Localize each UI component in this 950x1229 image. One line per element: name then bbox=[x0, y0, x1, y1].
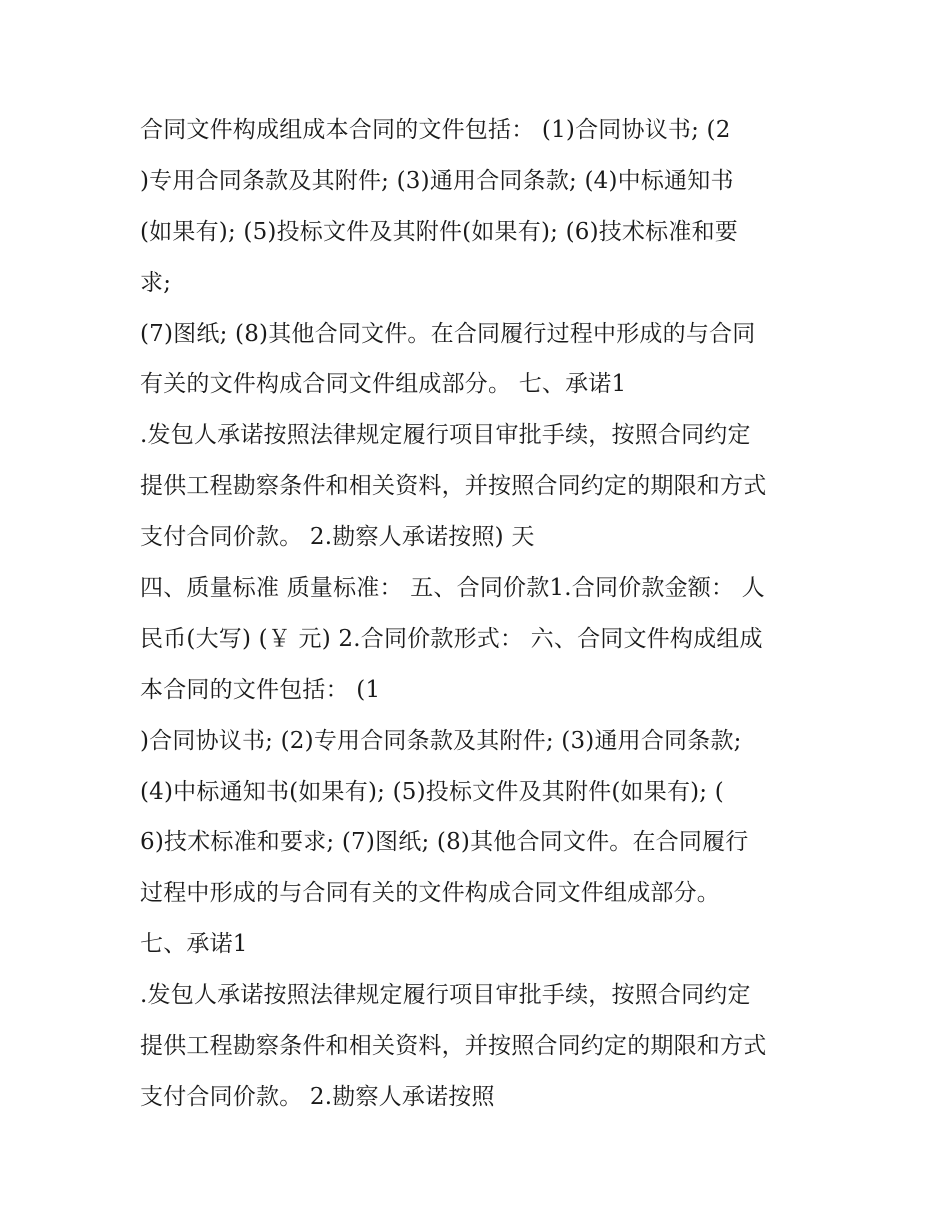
text-line: )专用合同条款及其附件; (3)通用合同条款; (4)中标通知书 bbox=[140, 167, 734, 194]
text-line: 提供工程勘察条件和相关资料，并按照合同约定的期限和方式 bbox=[140, 1033, 767, 1060]
text-line: 有关的文件构成合同文件组成部分。 七、承诺1 bbox=[140, 371, 627, 398]
text-line: 支付合同价款。 2.勘察人承诺按照 bbox=[140, 1083, 495, 1110]
text-line: (如果有); (5)投标文件及其附件(如果有); (6)技术标准和要 bbox=[140, 218, 738, 245]
text-line: (4)中标通知书(如果有); (5)投标文件及其附件(如果有); ( bbox=[140, 778, 724, 805]
text-line: 本合同的文件包括： (1 bbox=[140, 676, 381, 703]
text-line: 合同文件构成组成本合同的文件包括： (1)合同协议书; (2 bbox=[140, 117, 731, 143]
text-line: (7)图纸; (8)其他合同文件。在合同履行过程中形成的与合同 bbox=[140, 320, 756, 347]
document-body bbox=[140, 112, 830, 1130]
text-line: 求; bbox=[140, 269, 172, 296]
text-line: .发包人承诺按照法律规定履行项目审批手续，按照合同约定 bbox=[140, 982, 751, 1009]
text-line: 民币(大写) (￥ 元) 2.合同价款形式： 六、合同文件构成组成 bbox=[140, 625, 763, 652]
text-line: 七、承诺1 bbox=[140, 931, 248, 958]
text-line: 过程中形成的与合同有关的文件构成合同文件组成部分。 bbox=[140, 880, 720, 907]
text-line: 提供工程勘察条件和相关资料，并按照合同约定的期限和方式 bbox=[140, 473, 767, 500]
text-line: .发包人承诺按照法律规定履行项目审批手续，按照合同约定 bbox=[140, 422, 751, 449]
text-line: )合同协议书; (2)专用合同条款及其附件; (3)通用合同条款; bbox=[140, 727, 742, 754]
text-line: 四、质量标准 质量标准： 五、合同价款1.合同价款金额： 人 bbox=[140, 575, 765, 602]
text-line: 6)技术标准和要求; (7)图纸; (8)其他合同文件。在合同履行 bbox=[140, 829, 749, 856]
text-line: 支付合同价款。 2.勘察人承诺按照) 天 bbox=[140, 524, 535, 551]
